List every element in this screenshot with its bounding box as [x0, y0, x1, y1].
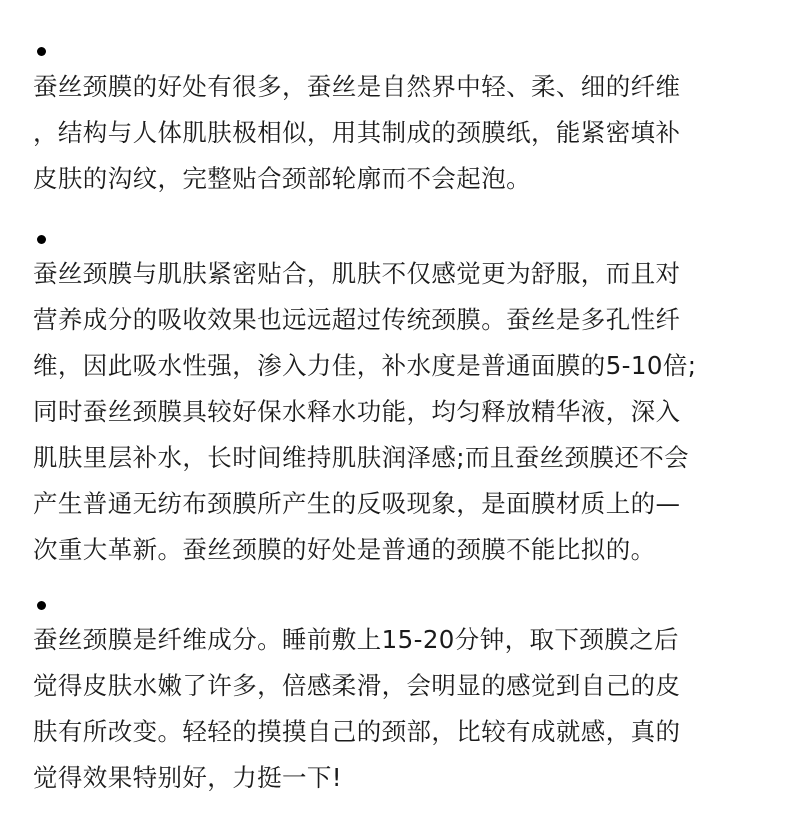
paragraph-3: [33, 617, 763, 801]
paragraph-line: 蚕丝颈膜是纤维成分。睡前敷上15-20分钟，取下颈膜之后: [33, 625, 679, 654]
paragraph-line: 觉得效果特别好，力挺一下!: [33, 763, 343, 792]
bullet-dot: [37, 601, 46, 610]
paragraph-1: [33, 64, 763, 202]
paragraph-line: 觉得皮肤水嫩了许多，倍感柔滑，会明显的感觉到自己的皮: [33, 671, 681, 700]
paragraph-line: 蚕丝颈膜与肌肤紧密贴合，肌肤不仅感觉更为舒服，而且对: [33, 259, 681, 288]
paragraph-line: 产生普通无纺布颈膜所产生的反吸现象，是面膜材质上的—: [33, 489, 681, 518]
paragraph-line: 次重大革新。蚕丝颈膜的好处是普通的颈膜不能比拟的。: [33, 535, 656, 564]
paragraph-line: 同时蚕丝颈膜具较好保水释水功能，均匀释放精华液，深入: [33, 397, 681, 426]
bullet-dot: [37, 235, 46, 244]
paragraph-2: [33, 251, 763, 573]
paragraph-line: 肌肤里层补水，长时间维持肌肤润泽感;而且蚕丝颈膜还不会: [33, 443, 690, 472]
paragraph-line: 营养成分的吸收效果也远远超过传统颈膜。蚕丝是多孔性纤: [33, 305, 681, 334]
paragraph-line: ，结构与人体肌肤极相似，用其制成的颈膜纸，能紧密填补: [33, 118, 681, 147]
paragraph-line: 维，因此吸水性强，渗入力佳，补水度是普通面膜的5-10倍;: [33, 351, 697, 380]
paragraph-line: 皮肤的沟纹，完整贴合颈部轮廓而不会起泡。: [33, 164, 531, 193]
bullet-dot: [37, 47, 46, 56]
paragraph-line: 肤有所改变。轻轻的摸摸自己的颈部，比较有成就感，真的: [33, 717, 681, 746]
paragraph-line: 蚕丝颈膜的好处有很多，蚕丝是自然界中轻、柔、细的纤维: [33, 72, 681, 101]
